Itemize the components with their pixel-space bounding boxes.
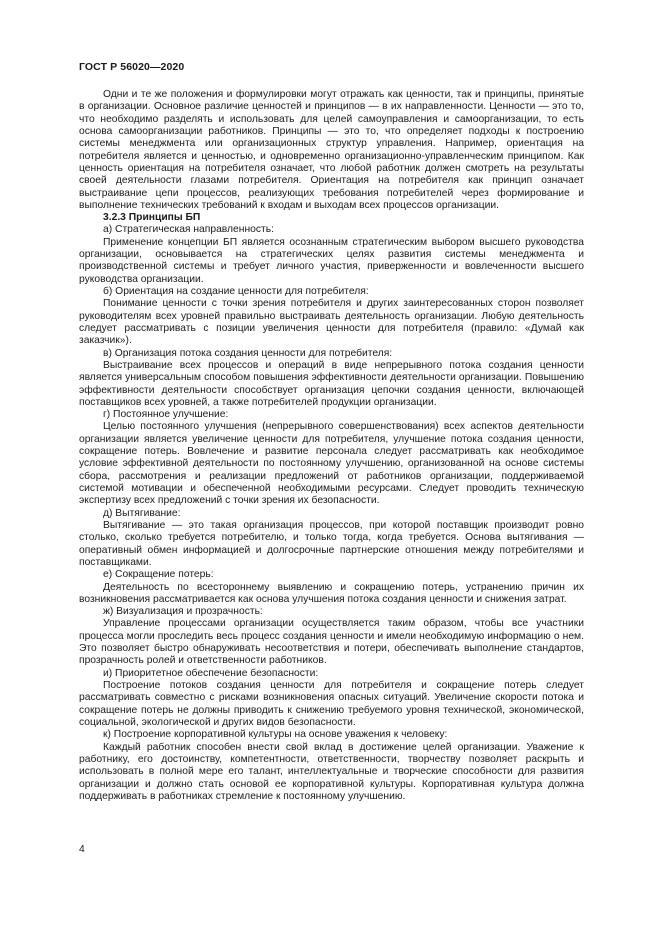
paragraph: Управление процессами организации осуществляется таким образом, чтобы все участники процесса могли проследить весь процесс создания ценности и имели необходимую информацию о нем. Это позволяет быстро обнаруживать несоответствия и потери, обеспечивать выполнение стандартов, прозрачность ролей и ответственности работников. <box>79 618 584 667</box>
paragraph: Вытягивание — это такая организация процессов, при которой поставщик производит ровно столько, сколько требуется потребителю, и только тогда, когда требуется. Основа вытягивания — оперативный обмен информацией и долгосрочные партнерские отношения между потребителями и поставщиками. <box>79 519 584 568</box>
list-item-heading: д) Вытягивание: <box>103 507 181 519</box>
list-item-heading: г) Постоянное улучшение: <box>103 409 229 421</box>
list-item-heading: ж) Визуализация и прозрачность: <box>103 606 263 618</box>
paragraph: Применение концепции БП является осознанным стратегическим выбором высшего руководства организации, основывается на стратегических целях развития системы менеджмента и производственной системы и требует личного участия, приверженности и вовлеченности высшего руководства организации. <box>79 236 584 285</box>
paragraph: Построение потоков создания ценности для потребителя и сокращение потерь следует рассматривать совместно с рисками возникновения опасных ситуаций. Увеличение скорости потока и сокращение потерь не должны приводить к снижению требуемого уровня технической, экономической, социальной, экологической и других видов безопасности. <box>79 680 584 728</box>
list-item-heading: и) Приоритетное обеспечение безопасности: <box>103 667 319 679</box>
paragraph: Выстраивание всех процессов и операций в виде непрерывного потока создания ценности является универсальным способом повышения эффективности деятельности организации. Повышению эффективности деятельности способствует организация цепочки создания ценности, включающей поставщиков всех уровней, а также потребителей продукции организации. <box>79 359 584 408</box>
document-body <box>79 89 584 803</box>
paragraph: Деятельность по всестороннему выявлению и сокращению потерь, устранению причин их возникновения рассматривается как основа улучшения потока создания ценности и снижения затрат. <box>79 581 584 605</box>
list-item-heading: в) Организация потока создания ценности для потребителя: <box>103 347 393 359</box>
list-item-heading: к) Построение корпоративной культуры на основе уважения к человеку: <box>103 729 448 741</box>
page-number: 4 <box>79 844 85 855</box>
list-item-heading: а) Стратегическая направленность: <box>103 224 274 236</box>
list-item-heading: б) Ориентация на создание ценности для потребителя: <box>103 286 369 297</box>
paragraph: Каждый работник способен внести свой вклад в достижение целей организации. Уважение к работнику, его достоинству, компетентности, ответственности, творчеству позволяет раскрыть и использовать в полной мере его талант, интеллектуальные и творческие способности для развития организации и должно стать основой ее корпоративной культуры. Корпоративная культура должна поддерживать в работниках стремление к постоянному улучшению. <box>79 741 584 802</box>
paragraph: Целью постоянного улучшения (непрерывного совершенствования) всех аспектов деятельности организации является увеличение ценности для потребителя, улучшение потока создания ценности, сокращение потерь. Вовлечение и развитие персонала следует рассматривать как необходимое условие эффективной деятельности по постоянному улучшению, организованной на основе системы сбора, рассмотрения и реализации предложений от работников организации, поддерживаемой системой мотивации и обеспеченной необходимыми ресурсами. Следует проводить техническую экспертизу всех предложений с точки зрения их безопасности. <box>79 421 584 507</box>
paragraph: Понимание ценности с точки зрения потребителя и других заинтересованных сторон позволяет руководителям всех уровней правильно выстраивать деятельность организации. Любую деятельность следует рассматривать с позиции увеличения ценности для потребителя (правило: «Думай как заказчик»). <box>79 298 584 347</box>
list-item-heading: е) Сокращение потерь: <box>103 569 214 581</box>
document-header: ГОСТ Р 56020—2020 <box>79 61 185 73</box>
paragraph: Одни и те же положения и формулировки могут отражать как ценности, так и принципы, принятые в организации. Основное различие ценностей и принципов — в их направленности. Ценности — это то, что необходимо разделять и использовать для целей самоуправления и самоорганизации, то есть основа самоорганизации работников. Принципы — это то, что определяет подходы к построению системы менеджмента или организационных структур управления. Например, ориентация на потребителя является и ценностью, и одновременно организационно-управленческим принципом. Как ценность ориентация на потребителя означает, что любой работник должен смотреть на результаты своей деятельности глазами потребителя. Ориентация на потребителя как принцип означает выстраивание цепи процессов, реализующих требования потребителей через формирование и выполнение технических требований к входам и выходам всех процессов организации. <box>79 89 584 211</box>
section-heading: 3.2.3 Принципы БП <box>103 212 201 224</box>
